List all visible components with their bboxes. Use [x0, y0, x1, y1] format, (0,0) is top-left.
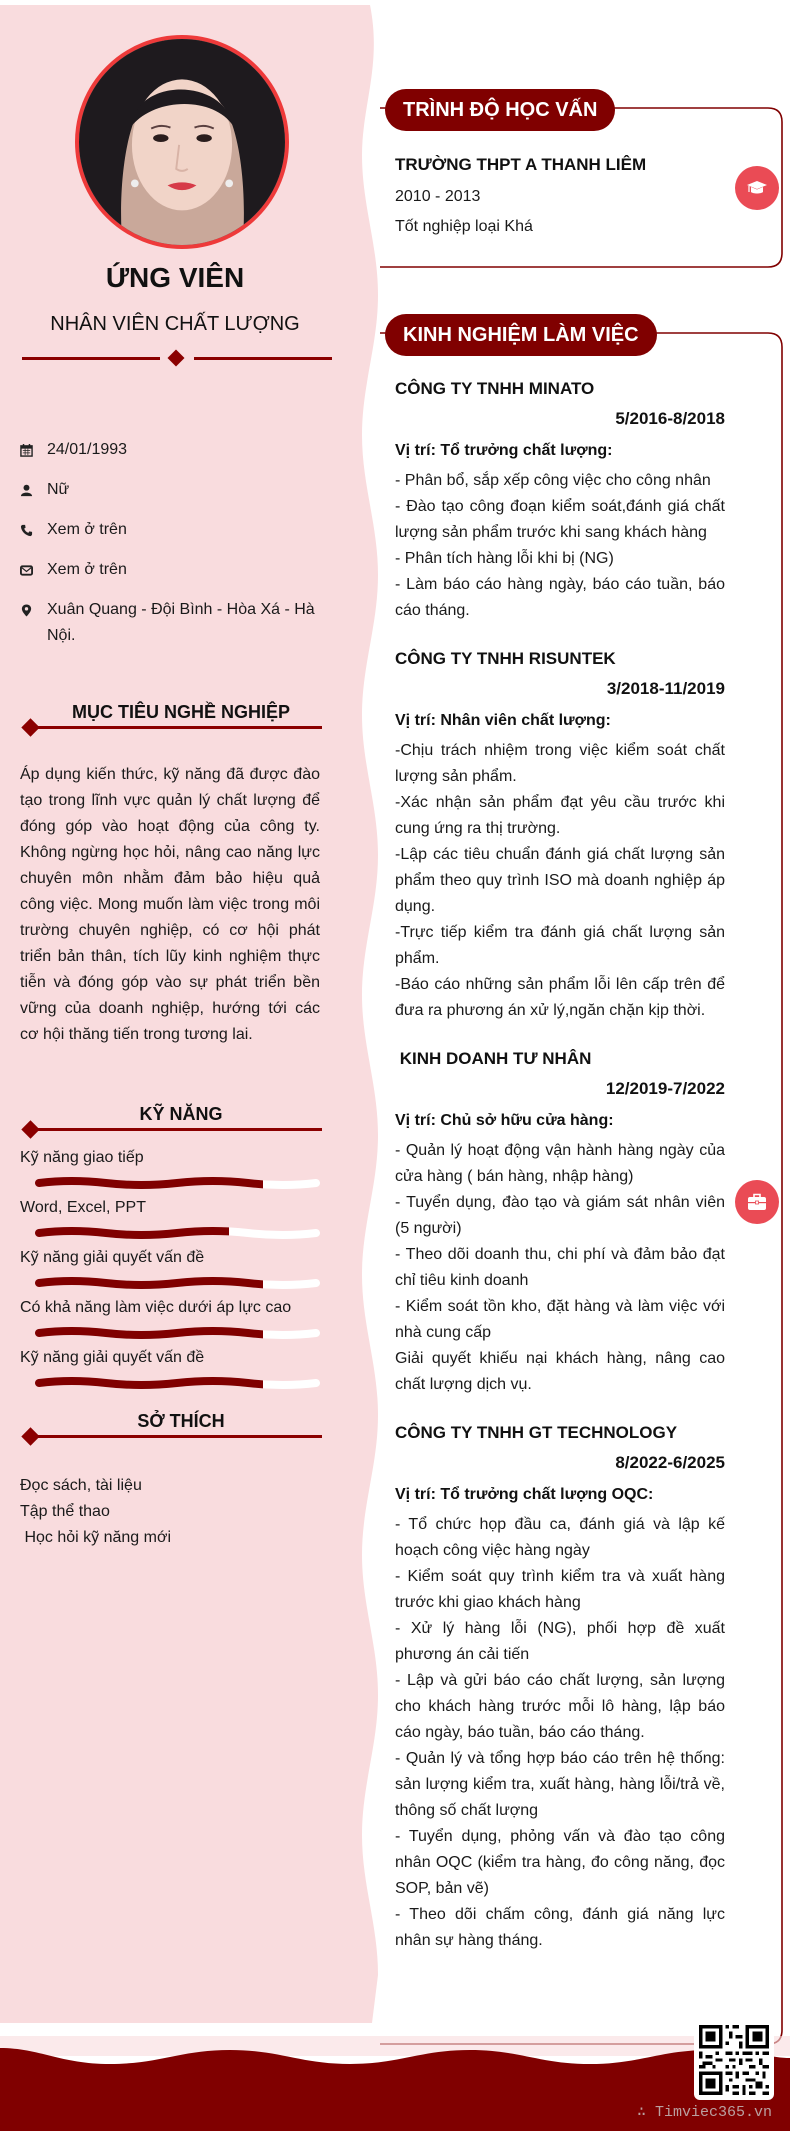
objective-text: Áp dụng kiến thức, kỹ năng đã được đào tạo trong lĩnh vực quản lý chất lượng để đóng góp vào hoạt động của công ty. Không ngừng học hỏi, nâng cao năng lực chuyên môn nhằm đảm bảo hiệu quả công việc. Mong muốn làm việc trong môi trường chuyên nghiệp, có cơ hội phát triển bản thân, tích lũy kinh nghiệm thực tiễn và đóng góp vào sự phát triển bền vững của doanh nghiệp, hướng tới các cơ hội thăng tiến trong tương lai.	[20, 766, 320, 1043]
job-duty: -Chịu trách nhiệm trong việc kiểm soát chất lượng sản phẩm.	[395, 742, 725, 785]
skill-label: Kỹ năng giải quyết vấn đề	[20, 1349, 205, 1366]
job-duties	[395, 738, 725, 1024]
objective-heading	[22, 702, 322, 732]
contact-birthdate-value: 24/01/1993	[47, 441, 128, 458]
contact-email-value: Xem ở trên	[47, 561, 127, 578]
objective-title: MỤC TIÊU NGHỀ NGHIỆP	[71, 702, 290, 722]
contact-address-value: Xuân Quang - Đội Bình - Hòa Xá - Hà Nội.	[47, 601, 315, 644]
skill-bar	[35, 1227, 320, 1239]
skill-item	[20, 1347, 320, 1397]
map-pin-icon	[20, 597, 47, 623]
job-company: CÔNG TY TNHH MINATO	[395, 379, 595, 398]
experience-list	[395, 376, 725, 1976]
skill-label: Word, Excel, PPT	[20, 1199, 146, 1216]
skill-item	[20, 1197, 320, 1247]
email-icon	[20, 557, 47, 583]
education-result: Tốt nghiệp loại Khá	[395, 218, 533, 235]
contact-gender-value: Nữ	[47, 481, 70, 498]
skill-bar	[35, 1327, 320, 1339]
job-duty: - Quản lý và tổng hợp báo cáo trên hệ thống: sản lượng kiểm tra, xuất hàng, hàng lỗi/trả về, thông số chất lượng	[395, 1750, 725, 1819]
job-period: 5/2016-8/2018	[615, 409, 725, 428]
skill-item	[20, 1297, 320, 1347]
job-period: 3/2018-11/2019	[606, 679, 725, 698]
job-duties	[395, 1512, 725, 1954]
skill-label: Kỹ năng giao tiếp	[20, 1149, 144, 1166]
contact-phone	[20, 517, 330, 543]
job-entry	[395, 1046, 725, 1398]
hobbies-list	[20, 1473, 320, 1551]
hobby-item: Học hỏi kỹ năng mới	[20, 1529, 171, 1546]
job-role: Vị trí: Chủ sở hữu cửa hàng:	[395, 1112, 614, 1129]
education-years: 2010 - 2013	[395, 188, 481, 205]
contact-list	[20, 437, 330, 663]
briefcase-icon	[735, 1180, 779, 1224]
job-duty: - Theo dõi doanh thu, chi phí và đảm bảo đạt chỉ tiêu kinh doanh	[395, 1246, 725, 1289]
skill-item	[20, 1147, 320, 1197]
contact-address	[20, 597, 330, 649]
skill-label: Kỹ năng giải quyết vấn đề	[20, 1249, 205, 1266]
qr-code[interactable]	[694, 2020, 774, 2100]
job-entry	[395, 1420, 725, 1954]
job-entry	[395, 646, 725, 1024]
job-duty: - Làm báo cáo hàng ngày, báo cáo tuần, báo cáo tháng.	[395, 576, 725, 619]
footer	[0, 2036, 790, 2131]
graduation-cap-icon	[735, 166, 779, 210]
contact-gender	[20, 477, 330, 503]
avatar-photo	[79, 39, 285, 245]
skill-item	[20, 1247, 320, 1297]
user-icon	[20, 477, 47, 503]
job-duty: -Trực tiếp kiểm tra đánh giá chất lượng sản phẩm.	[395, 924, 725, 967]
job-role: Vị trí: Tổ trưởng chất lượng:	[395, 442, 613, 459]
skill-label: Có khả năng làm việc dưới áp lực cao	[20, 1299, 292, 1316]
job-duty: - Quản lý hoạt động vận hành hàng ngày của cửa hàng ( bán hàng, nhập hàng)	[395, 1142, 725, 1185]
skills-title: KỸ NĂNG	[139, 1104, 223, 1124]
job-entry	[395, 376, 725, 624]
education-title: TRÌNH ĐỘ HỌC VẤN	[385, 89, 615, 131]
skill-bar	[35, 1277, 320, 1289]
brand-watermark: ∴ Timviec365.vn	[636, 2104, 772, 2121]
candidate-job-title: NHÂN VIÊN CHẤT LƯỢNG	[50, 313, 300, 335]
job-duty: -Báo cáo những sản phẩm lỗi lên cấp trên để đưa ra phương án xử lý,ngăn chặn kịp thời.	[395, 976, 725, 1019]
job-period: 12/2019-7/2022	[605, 1079, 725, 1098]
name-divider	[22, 352, 332, 364]
job-company: KINH DOANH TƯ NHÂN	[395, 1049, 592, 1068]
job-duty: - Tổ chức họp đầu ca, đánh giá và lập kế hoạch công việc hàng ngày	[395, 1516, 725, 1559]
candidate-name: ỨNG VIÊN	[105, 262, 245, 293]
job-duty: - Kiểm soát tồn kho, đặt hàng và làm việc với nhà cung cấp	[395, 1298, 725, 1341]
job-duty: -Lập các tiêu chuẩn đánh giá chất lượng sản phẩm theo quy trình ISO mà doanh nghiệp áp dụng.	[395, 846, 725, 915]
hobbies-heading	[22, 1411, 322, 1441]
skill-bar	[35, 1177, 320, 1189]
contact-email	[20, 557, 330, 583]
hobby-item: Đọc sách, tài liệu	[20, 1477, 142, 1494]
job-duty: - Xử lý hàng lỗi (NG), phối hợp đề xuất phương án cải tiến	[395, 1620, 725, 1663]
job-duty: Giải quyết khiếu nại khách hàng, nâng cao chất lượng dịch vụ.	[395, 1350, 725, 1393]
job-role: Vị trí: Nhân viên chất lượng:	[395, 712, 611, 729]
job-duty: - Phân bổ, sắp xếp công việc cho công nhân	[395, 472, 711, 489]
education-school: TRƯỜNG THPT A THANH LIÊM	[395, 155, 647, 174]
experience-title: KINH NGHIỆM LÀM VIỆC	[385, 314, 657, 356]
job-duties	[395, 1138, 725, 1398]
skill-bar	[35, 1377, 320, 1389]
job-duty: - Tuyển dụng, đào tạo và giám sát nhân viên (5 người)	[395, 1194, 725, 1237]
job-duties	[395, 468, 725, 624]
job-duty: -Xác nhận sản phẩm đạt yêu cầu trước khi cung ứng ra thị trường.	[395, 794, 725, 837]
job-duty: - Tuyển dụng, phỏng vấn và đào tạo công nhân OQC (kiểm tra hàng, đo công năng, đọc SOP, bản vẽ)	[395, 1828, 725, 1897]
contact-phone-value: Xem ở trên	[47, 521, 127, 538]
skills-heading	[22, 1104, 322, 1134]
job-duty: - Kiểm soát quy trình kiểm tra và xuất hàng trước khi giao khách hàng	[395, 1568, 725, 1611]
job-duty: - Đào tạo công đoạn kiểm soát,đánh giá chất lượng sản phẩm trước khi sang khách hàng	[395, 498, 725, 541]
hobby-item: Tập thể thao	[20, 1503, 110, 1520]
job-duty: - Theo dõi chấm công, đánh giá năng lực nhân sự hàng tháng.	[395, 1906, 725, 1949]
job-period: 8/2022-6/2025	[615, 1453, 725, 1472]
job-company: CÔNG TY TNHH RISUNTEK	[395, 649, 616, 668]
job-role: Vị trí: Tổ trưởng chất lượng OQC:	[395, 1486, 654, 1503]
hobbies-title: SỞ THÍCH	[137, 1411, 225, 1431]
contact-birthdate	[20, 437, 330, 463]
phone-icon	[20, 517, 47, 543]
education-entry	[395, 152, 725, 244]
job-duty: - Lập và gửi báo cáo chất lượng, sản lượng cho khách hàng trước mỗi lô hàng, lập báo cáo ngày, báo tuần, báo cáo tháng.	[395, 1672, 725, 1741]
avatar	[75, 35, 289, 249]
skills-list	[20, 1147, 320, 1397]
calendar-icon	[20, 437, 47, 463]
job-duty: - Phân tích hàng lỗi khi bị (NG)	[395, 550, 614, 567]
job-company: CÔNG TY TNHH GT TECHNOLOGY	[395, 1423, 678, 1442]
